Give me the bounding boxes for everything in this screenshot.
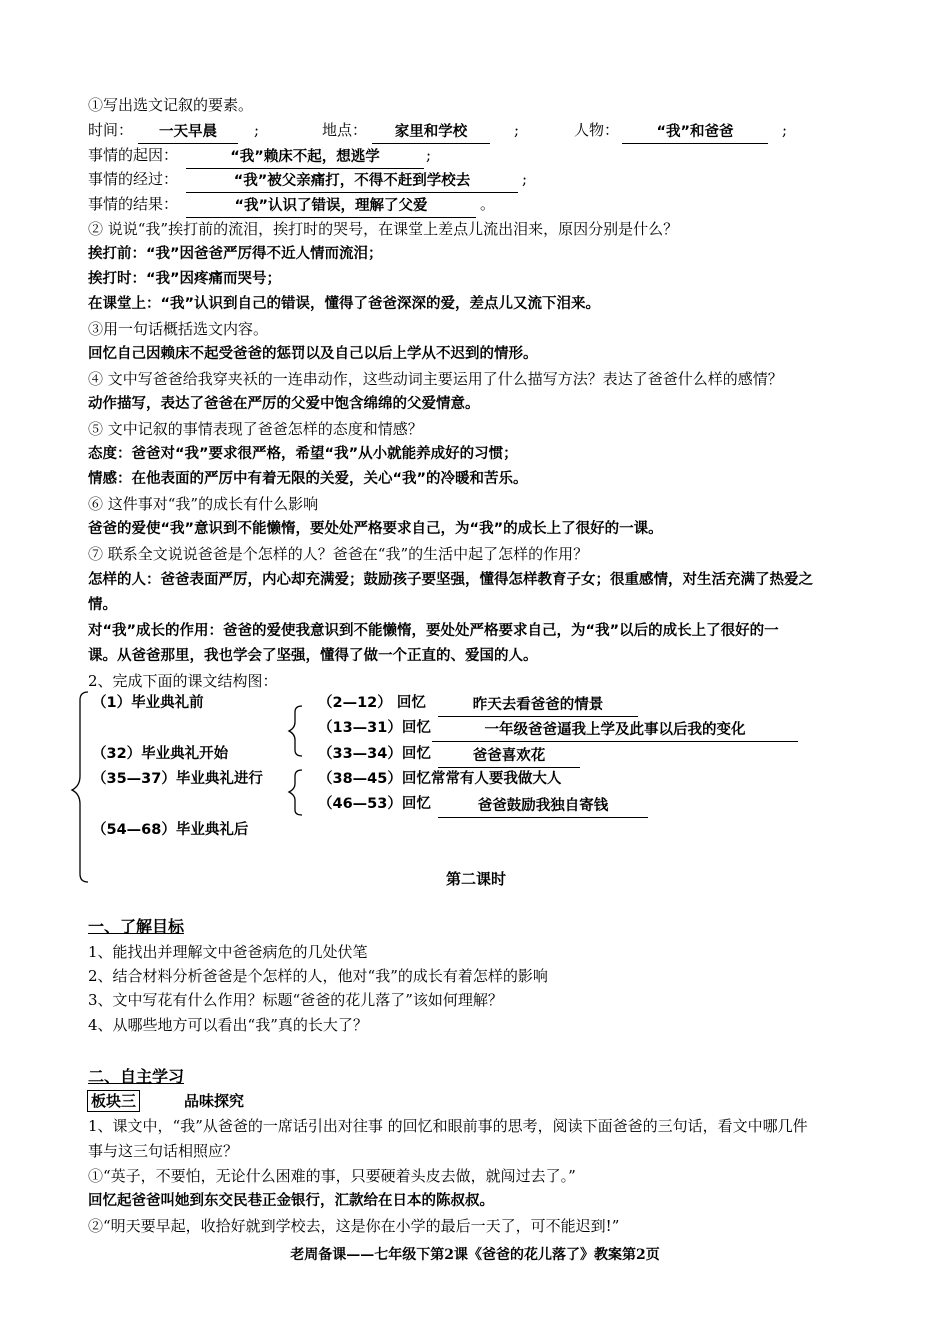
people-answer: “我”和爸爸 [622,121,768,144]
goal-2: 2、结合材料分析爸爸是个怎样的人，他对“我”的成长有着怎样的影响 [88,967,548,985]
q6-answer: 爸爸的爱使“我”意识到不能懒惰，要处处严格要求自己，为“我”的成长上了很好的一课。 [88,521,663,537]
q3-answer: 回忆自己因赖床不起受爸爸的惩罚以及自己以后上学从不迟到的情形。 [88,346,538,362]
structure-right-para-2: （13—31）回忆 [318,720,431,736]
process-label: 事情的经过： [88,170,179,188]
q4-question: ④ 文中写爸爸给我穿夹袄的一连串动作，这些动词主要运用了什么描写方法？表达了爸爸什么样的感情？ [88,370,783,388]
structure-right-answer-1: 昨天去看爸爸的情景 [438,694,638,717]
structure-right-para-5: （46—53）回忆 [318,796,431,812]
lesson2-q1-line2: 事与这三句话相照应？ [88,1142,239,1160]
semicolon: ; [254,121,260,139]
time-label: 时间： [88,121,134,139]
block-label: 板块三 [87,1090,140,1112]
period: 。 [480,195,496,213]
structure-right-answer-2: 一年级爸爸逼我上学及此事以后我的变化 [432,719,798,742]
structure-right-para-1: （2—12） 回忆 [318,695,426,711]
q7-question: ⑦ 联系全文说说爸爸是个怎样的人？爸爸在“我”的生活中起了怎样的作用？ [88,545,589,563]
section1-title: 一、了解目标 [88,917,185,936]
q6-question: ⑥ 这件事对“我”的成长有什么影响 [88,495,319,513]
people-label: 人物： [574,121,620,139]
lesson2-title: 第二课时 [446,870,507,888]
q7-answer-2a: 对“我”成长的作用：爸爸的爱使我意识到不能懒惰，要处处严格要求自己，为“我”以后的成长上了很好的一 [88,623,779,639]
q2-answer-3: 在课堂上：“我”认识到自己的错误，懂得了爸爸深深的爱，差点儿又流下泪来。 [88,296,601,312]
q5-question: ⑤ 文中记叙的事情表现了爸爸怎样的态度和情感？ [88,420,423,438]
q2-answer-1: 挨打前：“我”因爸爸严厉得不近人情而流泪； [88,246,383,262]
quote-1: ①“英子，不要怕，无论什么困难的事，只要硬着头皮去做，就闯过去了。” [88,1167,576,1185]
structure-title: 2、完成下面的课文结构图： [88,672,278,690]
goal-4: 4、从哪些地方可以看出“我”真的长大了？ [88,1016,368,1034]
page-footer: 老周备课——七年级下第2课《爸爸的花儿落了》教案第2页 [290,1247,660,1263]
structure-right-para-4: （38—45）回忆常常有人要我做大人 [318,771,562,787]
quote-2: ②“明天要早起，收拾好就到学校去，这是你在小学的最后一天了，可不能迟到!” [88,1217,620,1235]
result-answer: “我”认识了错误，理解了父爱 [186,195,476,218]
q5-answer-1: 态度：爸爸对“我”要求很严格，希望“我”从小就能养成好的习惯； [88,446,518,462]
middle-brace-1 [289,706,302,756]
q7-answer-1b: 情。 [88,597,117,613]
q2-question: ② 说说“我”挨打前的流泪，挨打时的哭号，在课堂上差点儿流出泪来，原因分别是什么？ [88,220,679,238]
middle-brace-2 [289,770,302,815]
structure-right-para-3: （33—34）回忆 [318,746,431,762]
section2-title: 二、自主学习 [88,1067,185,1086]
q4-answer: 动作描写，表达了爸爸在严厉的父爱中饱含绵绵的父爱情意。 [88,396,480,412]
goal-1: 1、能找出并理解文中爸爸病危的几处伏笔 [88,943,368,961]
structure-left-1: （1）毕业典礼前 [92,695,204,711]
q2-answer-2: 挨打时：“我”因疼痛而哭号； [88,271,282,287]
process-answer: “我”被父亲痛打，不得不赶到学校去 [186,170,518,193]
structure-right-answer-3: 爸爸喜欢花 [438,745,580,768]
left-brace [72,692,88,882]
cause-answer: “我”赖床不起，想逃学 [186,146,424,169]
semicolon: ; [782,121,788,139]
place-answer: 家里和学校 [372,121,490,144]
structure-left-4: （54—68）毕业典礼后 [92,822,249,838]
block-title: 品味探究 [184,1092,245,1110]
structure-right-answer-5: 爸爸鼓励我独自寄钱 [438,795,648,818]
q7-answer-1a: 怎样的人：爸爸表面严厉，内心却充满爱；鼓励孩子要坚强，懂得怎样教育子女；很重感情，对生活充满了热爱之 [88,572,813,588]
lesson2-q1-line1: 1、课文中，“我”从爸爸的一席话引出对往事 的回忆和眼前事的思考，阅读下面爸爸的三句话，看文中哪几件 [88,1117,808,1135]
place-label: 地点： [322,121,368,139]
q1-question: ①写出选文记叙的要素。 [88,96,254,114]
semicolon: ; [522,170,528,188]
cause-label: 事情的起因： [88,146,179,164]
time-answer: 一天早晨 [138,121,238,144]
goal-3: 3、文中写花有什么作用？标题“爸爸的花儿落了”该如何理解？ [88,991,503,1009]
semicolon: ; [426,146,432,164]
result-label: 事情的结果： [88,195,179,213]
structure-left-3: （35—37）毕业典礼进行 [92,771,263,787]
quote-1-answer: 回忆起爸爸叫她到东交民巷正金银行，汇款给在日本的陈叔叔。 [88,1193,494,1209]
q3-question: ③用一句话概括选文内容。 [88,320,269,338]
q7-answer-2b: 课。从爸爸那里，我也学会了坚强，懂得了做一个正直的、爱国的人。 [88,648,538,664]
structure-left-2: （32）毕业典礼开始 [92,746,229,762]
q5-answer-2: 情感：在他表面的严厉中有着无限的关爱，关心“我”的冷暖和苦乐。 [88,471,528,487]
semicolon: ; [514,121,520,139]
